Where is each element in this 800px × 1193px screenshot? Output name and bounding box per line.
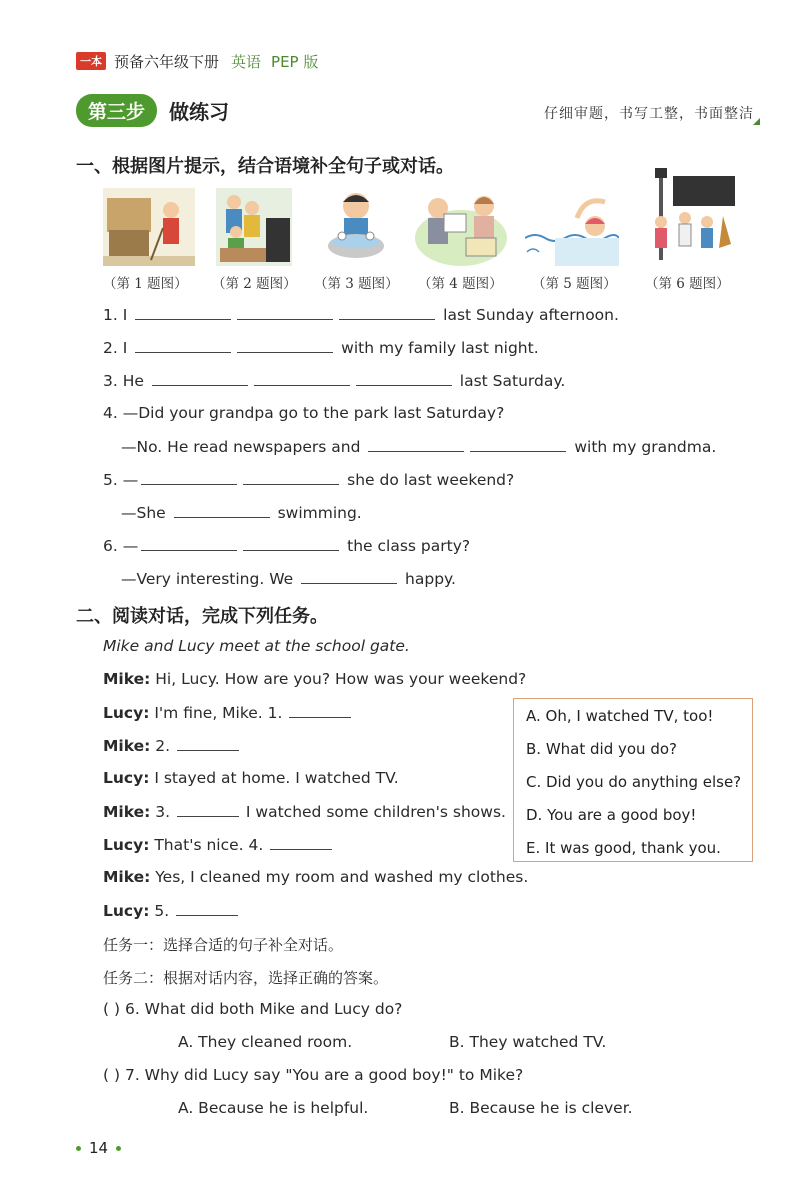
option-a: A. Oh, I watched TV, too! [526, 707, 714, 725]
answer-blank[interactable] [270, 835, 332, 850]
option-e: E. It was good, thank you. [526, 839, 721, 857]
dialogue-line-8: Lucy: 5. [103, 901, 240, 920]
caption-3: （第 3 题图） [314, 276, 399, 292]
option-c: C. Did you do anything else? [526, 773, 742, 791]
answer-blank[interactable] [177, 802, 239, 817]
option-b: B. What did you do? [526, 740, 677, 758]
options-box [513, 698, 753, 862]
dialogue-line-1: Mike: Hi, Lucy. How are you? How was your weekend? [103, 670, 527, 688]
answer-blank[interactable] [141, 470, 237, 485]
answer-blank[interactable] [237, 305, 333, 320]
page-number: 14 [76, 1139, 129, 1157]
dialogue-line-3: Mike: 2. [103, 736, 241, 755]
question-6-option-a: A. They cleaned room. [178, 1033, 353, 1051]
answer-blank[interactable] [135, 338, 231, 353]
step-title: 做练习 [169, 100, 230, 124]
grade-label: 预备六年级下册 [114, 52, 220, 71]
question-5-prompt: 5. — she do last weekend? [103, 471, 515, 489]
publisher-logo: 一本 [76, 52, 106, 70]
question-3: 3. He last Saturday. [103, 372, 566, 390]
picture-6-class-party-illustration [645, 168, 741, 266]
answer-blank[interactable] [368, 437, 464, 452]
answer-parentheses[interactable]: ( ) [103, 1000, 121, 1018]
question-7-option-a: A. Because he is helpful. [178, 1099, 369, 1117]
section-2-title: 二、阅读对话，完成下列任务。 [76, 606, 328, 627]
answer-blank[interactable] [176, 901, 238, 916]
picture-3-washing-illustration [320, 188, 394, 266]
subject-label: 英语 [231, 52, 262, 71]
page-header [76, 50, 318, 72]
section-1-title: 一、根据图片提示，结合语境补全句子或对话。 [76, 156, 454, 177]
dialogue-line-6: Lucy: That's nice. 4. [103, 835, 334, 854]
picture-4-grandparents-illustration [414, 188, 508, 266]
task-1: 任务一：选择合适的句子补全对话。 [103, 936, 344, 954]
answer-blank[interactable] [289, 703, 351, 718]
answer-blank[interactable] [243, 536, 339, 551]
caption-6: （第 6 题图） [645, 276, 730, 292]
step-badge: 第三步 [76, 94, 157, 127]
answer-blank[interactable] [174, 503, 270, 518]
version-label: PEP 版 [271, 52, 319, 71]
answer-parentheses[interactable]: ( ) [103, 1066, 121, 1084]
answer-blank[interactable] [237, 338, 333, 353]
question-2: 2. I with my family last night. [103, 339, 539, 357]
question-6-option-b: B. They watched TV. [449, 1033, 607, 1051]
option-d: D. You are a good boy! [526, 806, 697, 824]
answer-blank[interactable] [339, 305, 435, 320]
picture-1-sweeping-illustration [103, 188, 195, 266]
question-7-option-b: B. Because he is clever. [449, 1099, 633, 1117]
task-2: 任务二：根据对话内容，选择正确的答案。 [103, 969, 389, 987]
question-5-response: —She swimming. [121, 504, 362, 522]
question-4-prompt: 4. —Did your grandpa go to the park last Saturday? [103, 404, 505, 422]
caption-5: （第 5 题图） [532, 276, 617, 292]
answer-blank[interactable] [243, 470, 339, 485]
dot-icon [76, 1146, 81, 1151]
step-heading [76, 94, 229, 127]
question-1: 1. I last Sunday afternoon. [103, 306, 619, 324]
dot-icon [116, 1146, 121, 1151]
dialogue-line-2: Lucy: I'm fine, Mike. 1. [103, 703, 353, 722]
picture-5-swimming-illustration [525, 188, 619, 266]
answer-blank[interactable] [152, 371, 248, 386]
answer-blank[interactable] [301, 569, 397, 584]
dialogue-line-4: Lucy: I stayed at home. I watched TV. [103, 769, 399, 787]
question-6-prompt: 6. — the class party? [103, 537, 471, 555]
question-6-response: —Very interesting. We happy. [121, 570, 456, 588]
question-6-mc: ( ) 6. What did both Mike and Lucy do? [103, 1000, 403, 1018]
question-4-response: —No. He read newspapers and with my grandma. [121, 438, 717, 456]
caption-2: （第 2 题图） [212, 276, 297, 292]
caption-4: （第 4 题图） [418, 276, 503, 292]
question-7-mc: ( ) 7. Why did Lucy say "You are a good boy!" to Mike? [103, 1066, 524, 1084]
caption-1: （第 1 题图） [103, 276, 188, 292]
dialogue-line-5: Mike: 3. I watched some children's shows. [103, 803, 506, 821]
answer-blank[interactable] [254, 371, 350, 386]
answer-blank[interactable] [177, 736, 239, 751]
answer-blank[interactable] [135, 305, 231, 320]
picture-2-family-tv-illustration [216, 188, 292, 266]
corner-mark-icon [753, 118, 760, 125]
dialogue-line-7: Mike: Yes, I cleaned my room and washed my clothes. [103, 868, 529, 886]
motto-text: 仔细审题，书写工整，书面整洁 [544, 106, 754, 122]
answer-blank[interactable] [141, 536, 237, 551]
answer-blank[interactable] [356, 371, 452, 386]
answer-blank[interactable] [470, 437, 566, 452]
dialogue-scene: Mike and Lucy meet at the school gate. [103, 637, 410, 655]
